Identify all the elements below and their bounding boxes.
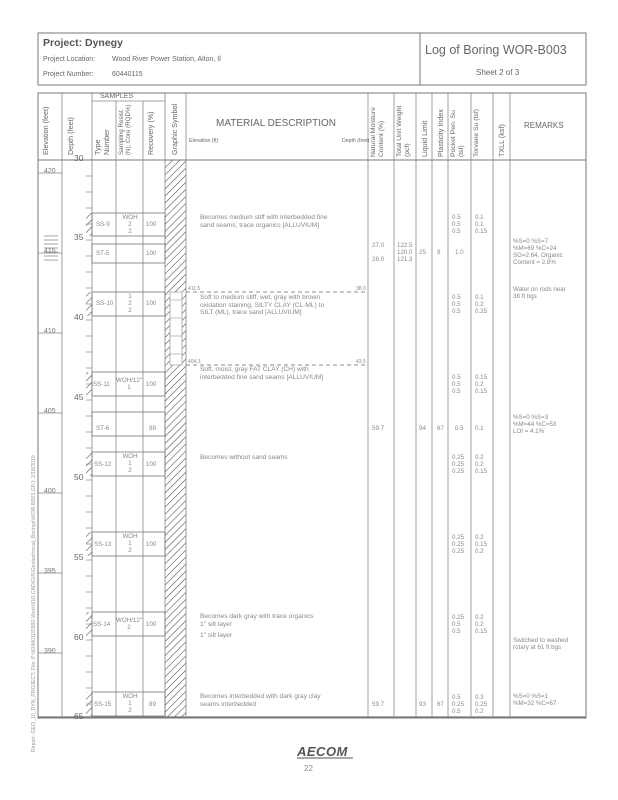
torvane-value: 0.3 0.25 0.2 bbox=[475, 694, 488, 715]
torvane-value: 0.1 bbox=[475, 425, 484, 432]
elevation-label: 390 bbox=[44, 648, 56, 655]
page-number: 22 bbox=[304, 764, 313, 773]
torvane-value: 0.1 0.2 0.25 bbox=[475, 294, 488, 315]
plasticity-value: 67 bbox=[437, 425, 444, 432]
liquid-limit-header: Liquid Limit bbox=[420, 120, 429, 157]
sheet-number: Sheet 2 of 3 bbox=[476, 68, 520, 77]
sample-blows: WOH/12" 2 bbox=[116, 617, 142, 631]
location-value: Wood River Power Station, Alton, Il bbox=[112, 56, 221, 63]
pocket-pen-value: 0.5 0.5 0.5 bbox=[452, 294, 461, 315]
depth-label: 30 bbox=[74, 153, 84, 163]
moisture-value: 27.0 28.0 bbox=[372, 242, 385, 263]
sample-blows: WOH 2 2 bbox=[122, 214, 138, 235]
material-description: 1" silt layer bbox=[200, 632, 233, 639]
torvane-value: 0.2 0.15 0.2 bbox=[475, 534, 488, 555]
torvane-header: Torvane Su (tsf) bbox=[473, 109, 480, 157]
report-path-note: Report: GEO_10_DYN_PROJECT; File: P:\60440115\900-Work\910-CAD\GIS\Geotechnical_Borings\WOR-B003.GPJ; 1/18/2019 bbox=[31, 455, 37, 752]
elevation-label: 405 bbox=[44, 408, 56, 415]
sample-recovery: 100 bbox=[146, 461, 157, 468]
remark: Water on rods near 38 ft bgs bbox=[513, 286, 566, 300]
layer-elevation: 404.3 bbox=[188, 359, 201, 365]
sample-recovery: 100 bbox=[146, 250, 157, 257]
number-label: Project Number: bbox=[43, 71, 94, 78]
elevation-label: 420 bbox=[44, 168, 56, 175]
material-description: Becomes without sand seams bbox=[200, 454, 288, 461]
plasticity-value: 8 bbox=[437, 249, 441, 256]
torvane-value: 0.15 0.2 0.15 bbox=[475, 374, 488, 395]
layer-depth: 43.5 bbox=[356, 359, 366, 365]
sample-id: ST-6 bbox=[96, 425, 110, 432]
torvane-value: 0.2 0.2 0.15 bbox=[475, 454, 488, 475]
torvane-value: 0.2 0.2 0.15 bbox=[475, 614, 488, 635]
txll-header: TXLL (ksf) bbox=[497, 124, 506, 157]
sample-blows: WOH 1 2 bbox=[122, 453, 138, 474]
liquid-limit-value: 93 bbox=[419, 701, 426, 708]
pocket-pen-value: 0.5 0.5 0.5 bbox=[452, 214, 461, 235]
material-description: Soft, moist, gray FAT CLAY (CH) with interbedded fine sand seams [ALLUVIUM] bbox=[200, 366, 324, 381]
sample-recovery: 100 bbox=[146, 300, 157, 307]
remark: Switched to washed rotary at 61 ft bgs bbox=[513, 637, 569, 651]
depth-label: 60 bbox=[74, 632, 84, 642]
recovery-header: Recovery (%) bbox=[146, 111, 155, 155]
moisture-value: 59.7 bbox=[372, 701, 385, 708]
sample-id: SS-13 bbox=[94, 541, 112, 548]
sample-id: SS-14 bbox=[93, 621, 111, 628]
sampling-header: Sampling Resist. (N), Core (RQD%) bbox=[118, 104, 132, 155]
depth-label: 50 bbox=[74, 472, 84, 482]
pocket-pen-value: 0.5 0.25 0.5 bbox=[452, 694, 465, 715]
sample-blows: WOH/12" 1 bbox=[116, 377, 142, 391]
sample-id: SS-12 bbox=[94, 461, 112, 468]
remark: %S=0 %S=3 %M=44 %C=53 LOI = 4.1% bbox=[513, 414, 557, 435]
sample-recovery: 100 bbox=[146, 541, 157, 548]
pocket-pen-value: 1.0 bbox=[455, 249, 464, 256]
depth-label: 55 bbox=[74, 552, 84, 562]
material-header: MATERIAL DESCRIPTION bbox=[216, 118, 337, 129]
sample-id: SS-10 bbox=[96, 300, 114, 307]
liquid-limit-value: 25 bbox=[419, 249, 426, 256]
type-header: Type bbox=[93, 139, 102, 155]
depth-label: 65 bbox=[74, 711, 84, 721]
project-title: Project: Dynegy bbox=[43, 37, 123, 49]
pocket-pen-value: 0.5 0.5 0.5 bbox=[452, 374, 461, 395]
pocket-pen-value: 0.25 0.25 0.25 bbox=[452, 454, 465, 475]
sample-recovery: 100 bbox=[146, 621, 157, 628]
elevation-label: 410 bbox=[44, 328, 56, 335]
sample-blows: 1 2 2 bbox=[128, 293, 132, 314]
depth-label: 45 bbox=[74, 392, 84, 402]
elevation-label: 400 bbox=[44, 488, 56, 495]
aecom-logo: AECOM bbox=[297, 744, 348, 759]
sample-recovery: 100 bbox=[146, 221, 157, 228]
material-description: Becomes interbedded with dark gray clay seams interbedded bbox=[200, 693, 321, 708]
remarks-header: REMARKS bbox=[524, 121, 564, 130]
unit-weight-header: Total Unit Weight (pcf) bbox=[396, 105, 411, 157]
number-value: 60440115 bbox=[112, 71, 143, 78]
pocket-pen-value: 0.25 0.5 0.5 bbox=[452, 614, 465, 635]
elevation-header: Elevation (feet) bbox=[41, 106, 50, 155]
depth-subheader: Depth (feet) bbox=[342, 138, 370, 144]
sample-id: SS-11 bbox=[93, 381, 110, 388]
number-header: Number bbox=[102, 129, 111, 155]
graphic-header: Graphic Symbol bbox=[170, 103, 179, 155]
depth-label: 40 bbox=[74, 312, 84, 322]
plasticity-header: Plasticity Index bbox=[436, 109, 445, 157]
moisture-header: Natural Moisture Content (%) bbox=[370, 107, 385, 157]
layer-depth: 38.0 bbox=[356, 286, 366, 292]
material-description: Soft to medium stiff, wet, gray with brown oxidation staining, SILTY CLAY (CL-ML) to SILT (ML), trace sand [ALLUVIUM] bbox=[200, 294, 325, 317]
pocket-pen-value: 0.25 0.25 0.25 bbox=[452, 534, 465, 555]
depth-header: Depth (feet) bbox=[66, 117, 75, 155]
sample-blows: WOH 1 2 bbox=[122, 533, 138, 554]
elev-subheader: Elevation (ft) bbox=[189, 138, 219, 144]
plasticity-value: 67 bbox=[437, 701, 444, 708]
sample-recovery: 89 bbox=[149, 701, 156, 708]
log-title: Log of Boring WOR-B003 bbox=[425, 43, 567, 57]
torvane-value: 0.1 0.1 0.15 bbox=[475, 214, 488, 235]
sample-recovery: 88 bbox=[149, 425, 156, 432]
material-description: Becomes medium stiff with interbedded fine sand seams, trace organics [ALLUVIUM] bbox=[200, 214, 328, 229]
sample-recovery: 100 bbox=[146, 381, 157, 388]
sample-id: SS-15 bbox=[94, 701, 112, 708]
unit-weight-value: 122.5 120.0 121.3 bbox=[397, 242, 413, 263]
moisture-value: 59.7 bbox=[372, 425, 385, 432]
pocket-pen-value: 0.5 bbox=[455, 425, 464, 432]
layer-elevation: 411.5 bbox=[188, 286, 201, 292]
pocket-pen-header: Pocket Pen. Su (tsf) bbox=[450, 110, 465, 157]
remark: %S=0 %S=1 %M=32 %C=67 bbox=[513, 693, 557, 707]
sample-id: ST-5 bbox=[96, 250, 110, 257]
sample-id: SS-9 bbox=[96, 221, 110, 228]
depth-label: 35 bbox=[74, 232, 84, 242]
elevation-label: 395 bbox=[44, 568, 56, 575]
liquid-limit-value: 94 bbox=[419, 425, 426, 432]
samples-header: SAMPLES bbox=[100, 93, 134, 100]
material-description: Becomes dark gray with trace organics 1" silt layer bbox=[200, 613, 314, 628]
elevation-label: 415 bbox=[44, 248, 56, 255]
remark: %S=0 %S=7 %M=69 %C=24 SG=2.64, Organic Content = 2.8% bbox=[513, 238, 563, 266]
location-label: Project Location: bbox=[43, 56, 96, 63]
sample-blows: WOH 1 2 bbox=[122, 693, 138, 714]
